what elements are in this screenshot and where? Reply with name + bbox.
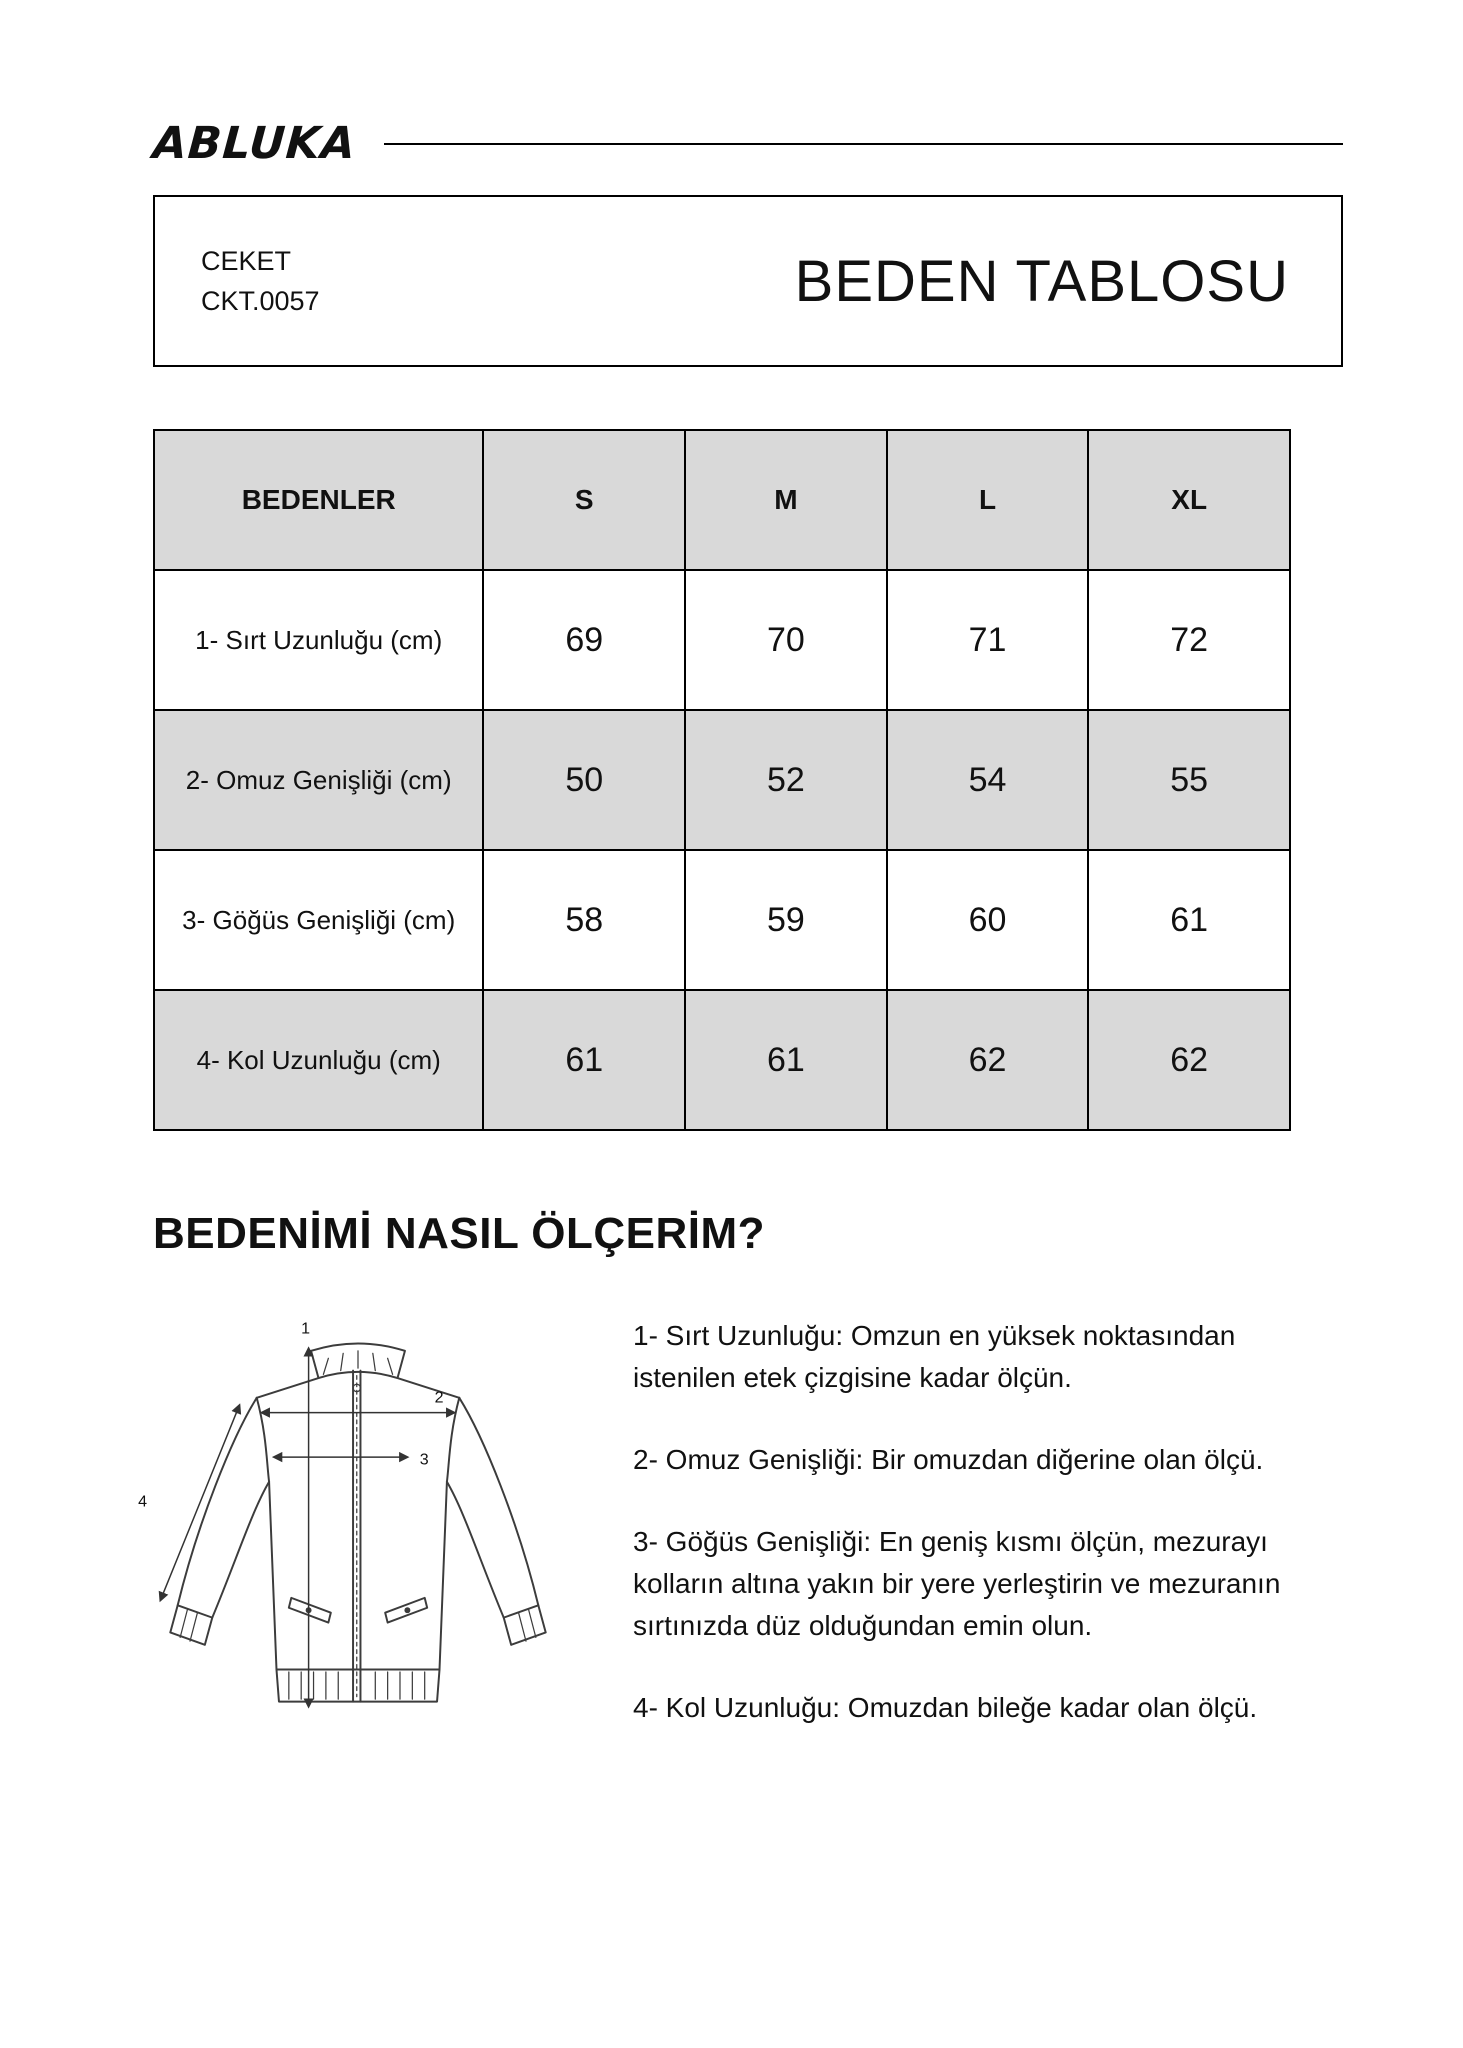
- size-value: 70: [685, 570, 887, 710]
- column-header-xl: XL: [1088, 430, 1290, 570]
- page-title: BEDEN TABLOSU: [794, 248, 1289, 314]
- product-type: CEKET: [201, 245, 292, 276]
- table-row-kol-uzunlugu: [154, 990, 1290, 1130]
- size-value: 58: [483, 850, 685, 990]
- jacket-diagram: [123, 1299, 593, 1793]
- table-row-sirt-uzunlugu: [154, 570, 1290, 710]
- size-value: 72: [1088, 570, 1290, 710]
- size-value: 61: [685, 990, 887, 1130]
- size-value: 69: [483, 570, 685, 710]
- instruction-omuz-genisligi: 2- Omuz Genişliği: Bir omuzdan diğerine olan ölçü.: [633, 1444, 1264, 1475]
- diagram-label-2: 2: [434, 1388, 444, 1407]
- column-header-bedenler: BEDENLER: [154, 430, 483, 570]
- row-label: 1- Sırt Uzunluğu (cm): [154, 570, 483, 710]
- size-table-header-row: [154, 430, 1290, 570]
- brand-header: [153, 118, 1343, 169]
- size-value: 62: [887, 990, 1089, 1130]
- size-value: 54: [887, 710, 1089, 850]
- size-value: 50: [483, 710, 685, 850]
- column-header-s: S: [483, 430, 685, 570]
- size-value: 61: [483, 990, 685, 1130]
- size-table: [153, 429, 1291, 1131]
- size-value: 60: [887, 850, 1089, 990]
- brand-logo: ABLUKA: [151, 118, 358, 169]
- measure-section-title: BEDENİMİ NASIL ÖLÇERİM?: [153, 1209, 766, 1258]
- product-code: CKT.0057: [201, 286, 320, 316]
- column-header-l: L: [887, 430, 1089, 570]
- jacket-illustration: [123, 1299, 593, 1793]
- instruction-gogus-genisligi: 3- Göğüs Genişliği: En geniş kısmı ölçün, mezurayı kolların altına yakın bir yere yerleştirin ve mezuranın sırtınızda düz olduğundan emin olun.: [633, 1526, 1281, 1641]
- diagram-label-3: 3: [419, 1450, 429, 1469]
- size-value: 71: [887, 570, 1089, 710]
- row-label: 4- Kol Uzunluğu (cm): [154, 990, 483, 1130]
- row-label: 3- Göğüs Genişliği (cm): [154, 850, 483, 990]
- instruction-kol-uzunlugu: 4- Kol Uzunluğu: Omuzdan bileğe kadar olan ölçü.: [633, 1692, 1258, 1723]
- column-header-m: M: [685, 430, 887, 570]
- size-value: 61: [1088, 850, 1290, 990]
- size-value: 52: [685, 710, 887, 850]
- table-row-gogus-genisligi: [154, 850, 1290, 990]
- row-label: 2- Omuz Genişliği (cm): [154, 710, 483, 850]
- product-block: [201, 241, 320, 322]
- header-rule-line: [384, 143, 1343, 145]
- size-value: 55: [1088, 710, 1290, 850]
- diagram-label-4: 4: [138, 1492, 148, 1511]
- measure-instructions: [633, 1299, 1343, 1769]
- product-info-box: [153, 195, 1343, 367]
- measure-section: [138, 1299, 1343, 1793]
- table-row-omuz-genisligi: [154, 710, 1290, 850]
- size-value: 62: [1088, 990, 1290, 1130]
- size-value: 59: [685, 850, 887, 990]
- instruction-sirt-uzunlugu: 1- Sırt Uzunluğu: Omzun en yüksek noktasından istenilen etek çizgisine kadar ölçün.: [633, 1320, 1236, 1393]
- diagram-label-1: 1: [301, 1319, 311, 1338]
